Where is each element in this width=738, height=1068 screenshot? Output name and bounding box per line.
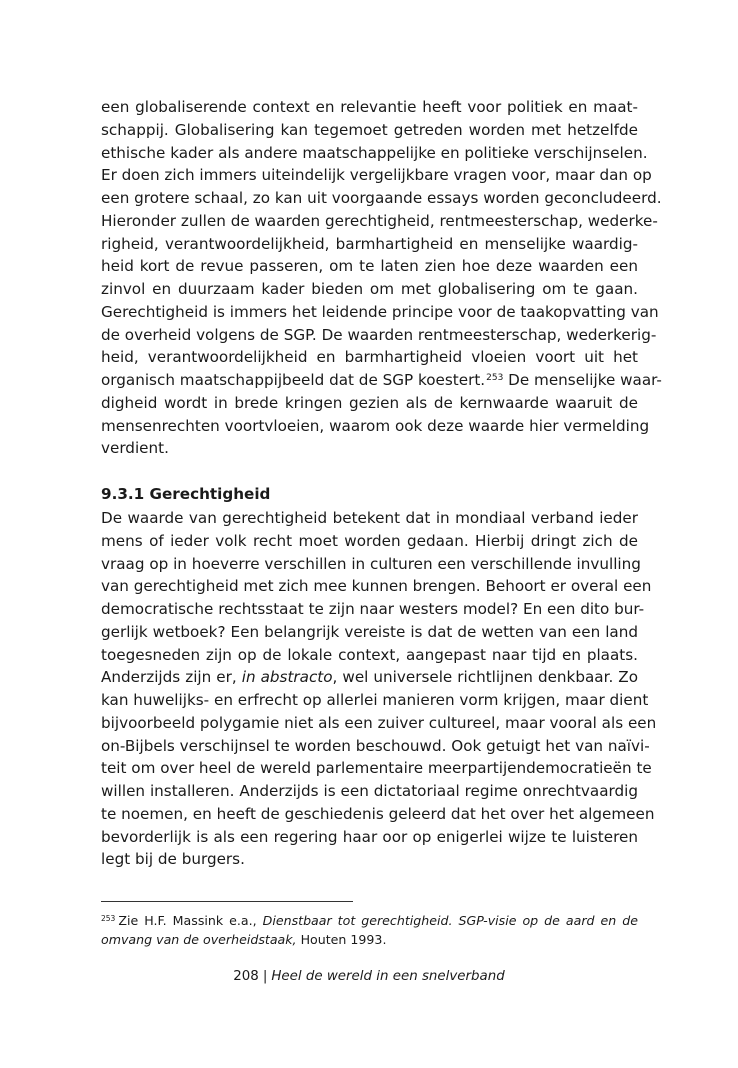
text-line: legt bij de burgers. <box>101 850 245 869</box>
footnote-title: Dienstbaar tot gerechtigheid. SGP-visie op de aard en de <box>262 913 638 928</box>
text-line: vraag op in hoeverre verschillen in culturen een verschillende invulling <box>101 554 641 573</box>
footnote-text: Houten 1993. <box>296 932 387 947</box>
page-number: 208 <box>233 969 259 984</box>
text-line: Hieronder zullen de waarden gerechtigheid, rentmeesterschap, wederke- <box>101 211 658 230</box>
text-line: on-Bijbels verschijnsel te worden beschouwd. Ook getuigt het van naïvi- <box>101 736 650 755</box>
text-line: toegesneden zijn op de lokale context, aangepast naar tijd en plaats. <box>101 645 638 664</box>
footnote-text: Zie H.F. Massink e.a., <box>118 913 263 928</box>
text-line: teit om over heel de wereld parlementaire meerpartijendemocratieën te <box>101 759 652 778</box>
text-line: righeid, verantwoordelijkheid, barmhartigheid en menselijke waardig- <box>101 234 638 253</box>
text-line: een globaliserende context en relevantie heeft voor politiek en maat- <box>101 98 638 116</box>
italic-phrase: in abstracto <box>241 668 333 687</box>
text-line: heid, verantwoordelijkheid en barmhartigheid vloeien voort uit het <box>101 348 638 367</box>
footnote <box>101 911 638 949</box>
text-segment: De menselijke waar- <box>503 371 662 389</box>
body-paragraph-intro <box>101 96 662 460</box>
footnote-title: omvang van de overheidstaak, <box>101 932 297 947</box>
text-line: bevorderlijk is als een regering haar oor op enigerlei wijze te luisteren <box>101 827 638 846</box>
text-line: gerlijk wetboek? Een belangrijk vereiste is dat de wetten van een land <box>101 622 638 641</box>
footnote-reference[interactable]: 253 <box>486 373 504 384</box>
text-line: Er doen zich immers uiteindelijk vergelijkbare vragen voor, maar dan op <box>101 166 652 185</box>
footnote-divider <box>101 901 353 902</box>
text-line: willen installeren. Anderzijds is een dictatoriaal regime onrechtvaardig <box>101 782 638 800</box>
text-line: ethische kader als andere maatschappelijke en politieke verschijnselen. <box>101 143 648 162</box>
page-footer <box>0 968 738 986</box>
text-line: digheid wordt in brede kringen gezien als de kernwaarde waaruit de <box>101 393 638 412</box>
text-line: De waarde van gerechtigheid betekent dat in mondiaal verband ieder <box>101 509 638 527</box>
text-segment: , wel universele richtlijnen denkbaar. Zo <box>332 668 638 687</box>
running-title: Heel de wereld in een snelverband <box>271 969 505 984</box>
text-line: Gerechtigheid is immers het leidende principe voor de taakopvatting van <box>101 302 659 321</box>
text-line: te noemen, en heeft de geschiedenis geleerd dat het over het algemeen <box>101 804 655 823</box>
section-heading: 9.3.1 Gerechtigheid <box>101 485 271 503</box>
text-line: democratische rechtsstaat te zijn naar westers model? En een dito bur- <box>101 600 645 618</box>
text-line-with-footnote <box>101 369 662 392</box>
text-line: kan huwelijks- en erfrecht op allerlei manieren vorm krijgen, maar dient <box>101 691 649 709</box>
text-line: mensenrechten voortvloeien, waarom ook deze waarde hier vermelding <box>101 416 650 435</box>
text-line: bijvoorbeeld polygamie niet als een zuiver cultureel, maar vooral als een <box>101 713 657 732</box>
text-line: zinvol en duurzaam kader bieden om met globalisering om te gaan. <box>101 280 638 298</box>
text-line: heid kort de revue passeren, om te laten zien hoe deze waarden een <box>101 257 638 276</box>
footnote-line <box>101 930 638 949</box>
text-line: een grotere schaal, zo kan uit voorgaande essays worden geconcludeerd. <box>101 189 662 207</box>
footer-separator: | <box>262 969 268 984</box>
body-paragraph-gerechtigheid <box>101 507 657 871</box>
text-line: schappij. Globalisering kan tegemoet getreden worden met hetzelfde <box>101 120 638 139</box>
footnote-line <box>101 911 638 930</box>
text-line: van gerechtigheid met zich mee kunnen brengen. Behoort er overal een <box>101 577 652 596</box>
footnote-number: 253 <box>101 913 116 923</box>
text-segment: organisch maatschappijbeeld dat de SGP koestert. <box>101 371 486 389</box>
text-line: de overheid volgens de SGP. De waarden rentmeesterschap, wederkerig- <box>101 325 657 344</box>
text-segment: Anderzijds zijn er, <box>101 668 242 687</box>
text-line-with-italic <box>101 666 638 689</box>
text-line: mens of ieder volk recht moet worden gedaan. Hierbij dringt zich de <box>101 531 638 550</box>
text-line: verdient. <box>101 439 169 458</box>
